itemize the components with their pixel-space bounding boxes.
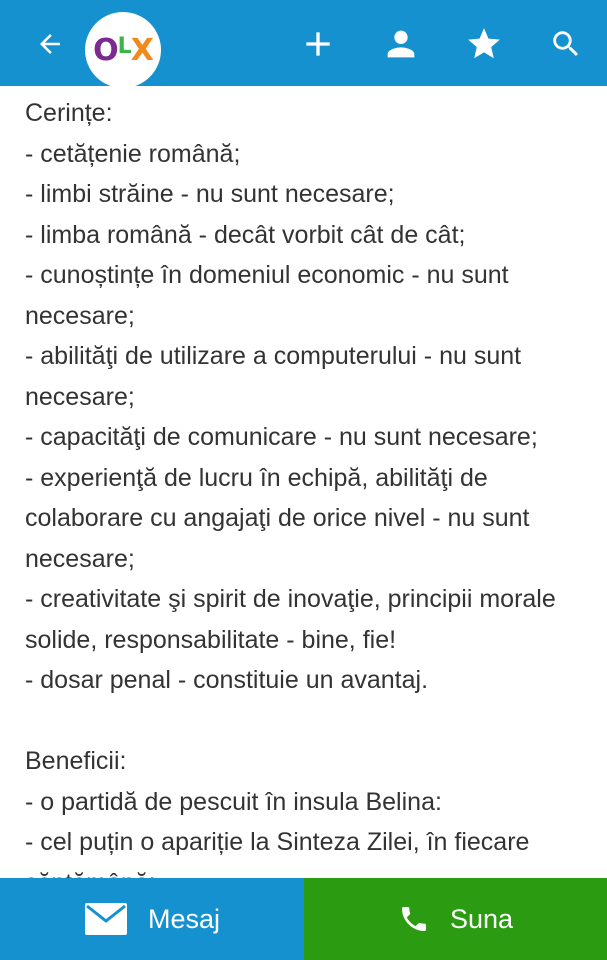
call-button[interactable] bbox=[304, 878, 607, 960]
search-button[interactable] bbox=[540, 18, 592, 70]
description-line: necesare; bbox=[25, 301, 135, 330]
message-button[interactable] bbox=[0, 878, 304, 960]
description-line: - o partidă de pescuit în insula Belina: bbox=[25, 787, 442, 816]
description-line: Beneficii: bbox=[25, 747, 127, 775]
description-line: Cerințe: bbox=[25, 99, 113, 127]
description-line: - limbi străine - nu sunt necesare; bbox=[25, 180, 395, 208]
envelope-icon bbox=[84, 902, 128, 936]
favorites-button[interactable] bbox=[458, 18, 510, 70]
call-button-label: Suna bbox=[449, 903, 514, 934]
description-line: - cel puțin o apariție la Sinteza Zilei, în fiecare bbox=[25, 828, 530, 856]
star-icon bbox=[465, 25, 503, 63]
olx-logo[interactable]: O L X bbox=[85, 12, 161, 88]
search-icon bbox=[549, 27, 583, 61]
description-line: necesare; bbox=[25, 544, 135, 573]
phone-icon bbox=[398, 903, 430, 935]
contact-action-bar bbox=[0, 878, 607, 960]
back-arrow-icon bbox=[35, 29, 65, 59]
description-line: solide, responsabilitate - bine, fie! bbox=[25, 625, 397, 654]
ad-description bbox=[0, 86, 607, 878]
description-line: - cetățenie română; bbox=[25, 139, 241, 168]
account-button[interactable] bbox=[375, 18, 427, 70]
top-app-bar bbox=[0, 0, 607, 86]
description-line: colaborare cu angajaţi de orice nivel - nu sunt bbox=[25, 504, 530, 532]
add-listing-button[interactable] bbox=[292, 18, 344, 70]
description-line: - dosar penal - constituie un avantaj. bbox=[25, 666, 429, 694]
description-line: - creativitate şi spirit de inovaţie, principii morale bbox=[25, 585, 556, 613]
back-button[interactable] bbox=[24, 20, 76, 68]
description-line: - limba română - decât vorbit cât de cât; bbox=[25, 220, 466, 249]
description-line: - abilităţi de utilizare a computerului - nu sunt bbox=[25, 342, 522, 370]
user-icon bbox=[381, 24, 421, 64]
description-line: necesare; bbox=[25, 382, 135, 411]
description-line: - experienţă de lucru în echipă, abilităţi de bbox=[25, 463, 488, 492]
description-line: - cunoștințe în domeniul economic - nu sunt bbox=[25, 261, 509, 289]
blank-line bbox=[25, 701, 587, 742]
description-line: - capacităţi de comunicare - nu sunt necesare; bbox=[25, 423, 538, 451]
plus-icon bbox=[298, 24, 338, 64]
message-button-label: Mesaj bbox=[147, 903, 221, 934]
